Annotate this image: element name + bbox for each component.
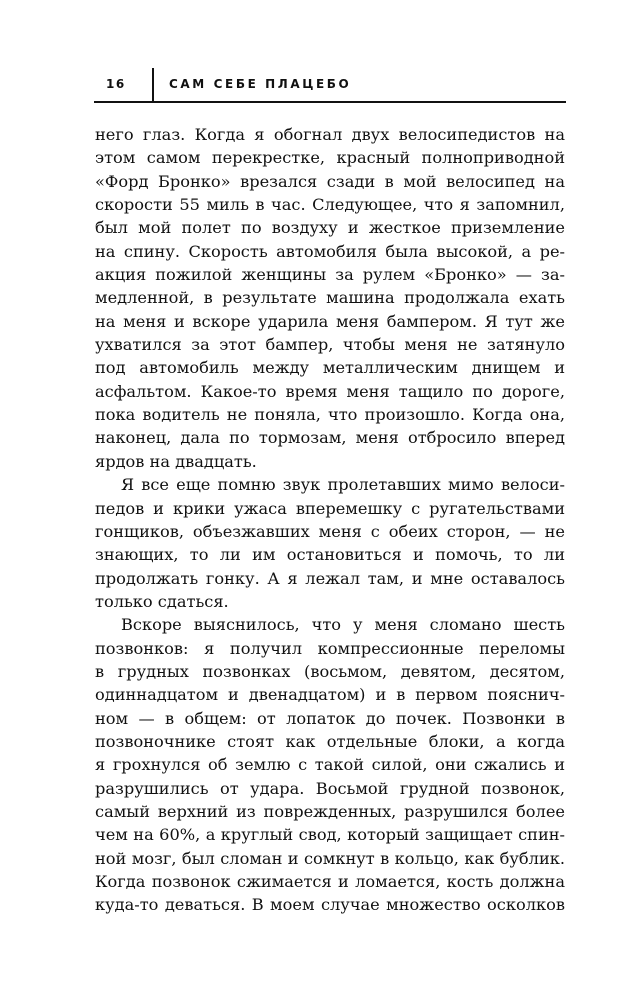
text-line: под автомобиль между металлическим днищем и	[95, 358, 565, 378]
text-line: позвонков: я получил компрессионные переломы	[95, 638, 565, 658]
text-line: ухватился за этот бампер, чтобы меня не затянуло	[95, 335, 565, 355]
text-line: него глаз. Когда я обогнал двух велосипедистов на	[95, 125, 565, 144]
page-header	[94, 68, 566, 102]
text-line: на меня и вскоре ударила меня бампером. Я тут же	[95, 311, 565, 331]
body-text	[95, 123, 565, 917]
text-line: ярдов на двадцать.	[95, 451, 257, 471]
text-line: Вскоре выяснилось, что у меня сломано шесть	[121, 615, 565, 635]
page-number: 16	[106, 77, 126, 91]
text-line: Когда позвонок сжимается и ломается, кость должна	[95, 872, 565, 891]
text-line: на спину. Скорость автомобиля была высокой, а ре-	[95, 241, 565, 261]
text-line: медленной, в результате машина продолжала ехать	[95, 288, 565, 308]
text-line: Я все еще помню звук пролетавших мимо велоси-	[121, 475, 565, 495]
text-line: одиннадцатом и двенадцатом) и в первом пояснич-	[95, 685, 565, 705]
text-line: ном — в общем: от лопаток до почек. Позвонки в	[95, 708, 565, 728]
running-title: САМ СЕБЕ ПЛАЦЕБО	[169, 77, 352, 91]
text-line: скорости 55 миль в час. Следующее, что я запомнил,	[95, 195, 565, 215]
text-line: акция пожилой женщины за рулем «Бронко» — за-	[95, 265, 565, 285]
header-rule	[94, 101, 566, 103]
text-line: педов и крики ужаса вперемешку с ругательствами	[95, 498, 565, 518]
header-divider	[152, 68, 154, 102]
text-line: пока водитель не поняла, что произошло. Когда она,	[95, 405, 565, 425]
text-line: самый верхний из поврежденных, разрушился более	[95, 801, 565, 821]
text-line: только сдаться.	[95, 591, 229, 611]
text-line: асфальтом. Какое-то время меня тащило по дороге,	[95, 381, 565, 401]
text-line: позвоночнике стоят как отдельные блоки, а когда	[95, 731, 565, 751]
text-line: наконец, дала по тормозам, меня отбросило вперед	[95, 428, 565, 448]
text-line: был мой полет по воздуху и жесткое приземление	[95, 218, 565, 238]
text-line: разрушились от удара. Восьмой грудной позвонок,	[95, 778, 565, 798]
text-line: гонщиков, объезжавших меня с обеих сторон, — не	[95, 521, 565, 541]
text-line: куда-то деваться. В моем случае множество осколков	[95, 895, 565, 915]
text-line: я грохнулся об землю с такой силой, они сжались и	[95, 755, 565, 775]
text-line: чем на 60%, а круглый свод, который защищает спин-	[95, 825, 565, 845]
text-line: знающих, то ли им остановиться и помочь, то ли	[95, 545, 565, 565]
text-line: продолжать гонку. А я лежал там, и мне оставалось	[95, 568, 565, 588]
text-line: этом самом перекрестке, красный полноприводной	[95, 148, 565, 168]
text-line: в грудных позвонках (восьмом, девятом, десятом,	[95, 661, 565, 681]
text-line: «Форд Бронко» врезался сзади в мой велосипед на	[95, 171, 565, 191]
text-line: ной мозг, был сломан и сомкнут в кольцо, как бублик.	[95, 848, 565, 868]
